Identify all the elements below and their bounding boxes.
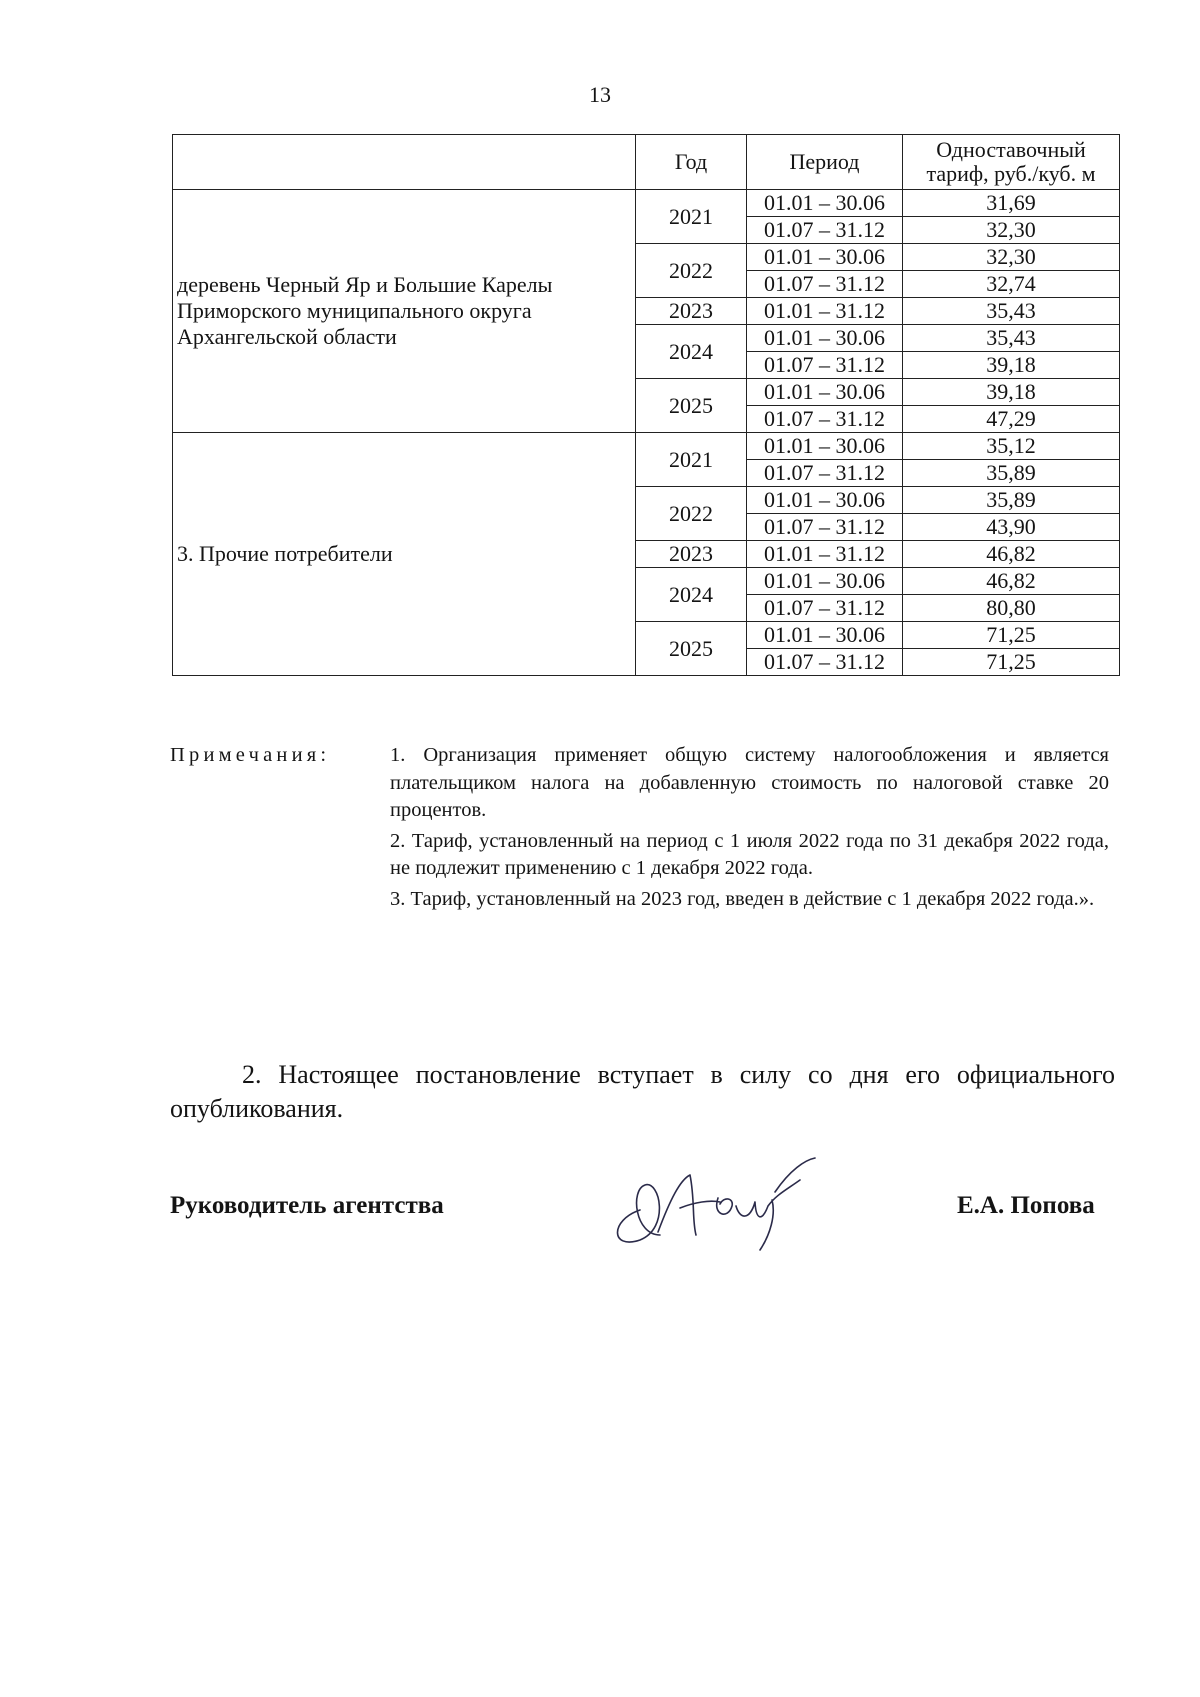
consumer-line: деревень Черный Яр и Большие Карелы xyxy=(177,272,553,297)
period-cell: 01.01 – 30.06 xyxy=(747,622,903,649)
tariff-cell: 47,29 xyxy=(903,406,1120,433)
tariff-cell: 39,18 xyxy=(903,379,1120,406)
note-item: 3. Тариф, установленный на 2023 год, введен в действие с 1 декабря 2022 года.». xyxy=(390,887,1095,910)
year-cell: 2025 xyxy=(636,379,747,433)
tariff-cell: 43,90 xyxy=(903,514,1120,541)
period-cell: 01.07 – 31.12 xyxy=(747,649,903,676)
note-item: 1. Организация применяет общую систему налогообложения и является плательщиком налога на добавленную стоимость по налоговой ставке 20 процентов. xyxy=(390,744,1109,821)
period-cell: 01.07 – 31.12 xyxy=(747,352,903,379)
tariff-cell: 46,82 xyxy=(903,568,1120,595)
year-cell: 2025 xyxy=(636,622,747,676)
year-cell: 2021 xyxy=(636,433,747,487)
year-cell: 2023 xyxy=(636,541,747,568)
table-row xyxy=(173,433,1120,460)
year-cell: 2024 xyxy=(636,325,747,379)
tariff-cell: 32,74 xyxy=(903,271,1120,298)
header-tariff: Одноставочный тариф, руб./куб. м xyxy=(903,135,1120,190)
consumer-line: Приморского муниципального округа xyxy=(177,298,532,323)
tariff-table xyxy=(172,134,1120,676)
note-item: 2. Тариф, установленный на период с 1 июля 2022 года по 31 декабря 2022 года, не подлежит применению с 1 декабря 2022 года. xyxy=(390,829,1109,879)
period-cell: 01.07 – 31.12 xyxy=(747,595,903,622)
table-row xyxy=(173,190,1120,217)
header-period: Период xyxy=(747,135,903,190)
tariff-cell: 46,82 xyxy=(903,541,1120,568)
year-cell: 2022 xyxy=(636,244,747,298)
tariff-cell: 80,80 xyxy=(903,595,1120,622)
period-cell: 01.01 – 30.06 xyxy=(747,568,903,595)
period-cell: 01.07 – 31.12 xyxy=(747,514,903,541)
tariff-cell: 39,18 xyxy=(903,352,1120,379)
period-cell: 01.01 – 30.06 xyxy=(747,325,903,352)
period-cell: 01.07 – 31.12 xyxy=(747,406,903,433)
consumer-line: 3. Прочие потребители xyxy=(177,541,393,566)
period-cell: 01.07 – 31.12 xyxy=(747,217,903,244)
period-cell: 01.01 – 30.06 xyxy=(747,487,903,514)
period-cell: 01.01 – 31.12 xyxy=(747,298,903,325)
tariff-cell: 32,30 xyxy=(903,244,1120,271)
tariff-cell: 35,89 xyxy=(903,487,1120,514)
signatory-name: Е.А. Попова xyxy=(957,1192,1095,1219)
signatory-title: Руководитель агентства xyxy=(170,1192,444,1219)
effective-date-clause: 2. Настоящее постановление вступает в силу со дня его официального опубликования. xyxy=(170,1060,1115,1123)
tariff-cell: 71,25 xyxy=(903,622,1120,649)
year-cell: 2021 xyxy=(636,190,747,244)
year-cell: 2022 xyxy=(636,487,747,541)
period-cell: 01.01 – 31.12 xyxy=(747,541,903,568)
tariff-table-body xyxy=(173,190,1120,676)
period-cell: 01.01 – 30.06 xyxy=(747,379,903,406)
period-cell: 01.07 – 31.12 xyxy=(747,271,903,298)
tariff-cell: 35,89 xyxy=(903,460,1120,487)
header-consumer xyxy=(173,135,636,190)
period-cell: 01.01 – 30.06 xyxy=(747,244,903,271)
consumer-line: Архангельской области xyxy=(177,324,397,349)
tariff-cell: 31,69 xyxy=(903,190,1120,217)
consumer-cell xyxy=(173,433,636,676)
notes-label: Примечания: xyxy=(170,744,331,766)
tariff-cell: 35,43 xyxy=(903,298,1120,325)
period-cell: 01.07 – 31.12 xyxy=(747,460,903,487)
table-header-row xyxy=(173,135,1120,190)
tariff-cell: 35,12 xyxy=(903,433,1120,460)
period-cell: 01.01 – 30.06 xyxy=(747,433,903,460)
notes-list xyxy=(390,742,1109,916)
handwritten-signature xyxy=(600,1140,830,1260)
header-year: Год xyxy=(636,135,747,190)
consumer-cell xyxy=(173,190,636,433)
tariff-cell: 32,30 xyxy=(903,217,1120,244)
tariff-cell: 35,43 xyxy=(903,325,1120,352)
period-cell: 01.01 – 30.06 xyxy=(747,190,903,217)
year-cell: 2023 xyxy=(636,298,747,325)
page-number: 13 xyxy=(589,82,611,107)
tariff-cell: 71,25 xyxy=(903,649,1120,676)
year-cell: 2024 xyxy=(636,568,747,622)
